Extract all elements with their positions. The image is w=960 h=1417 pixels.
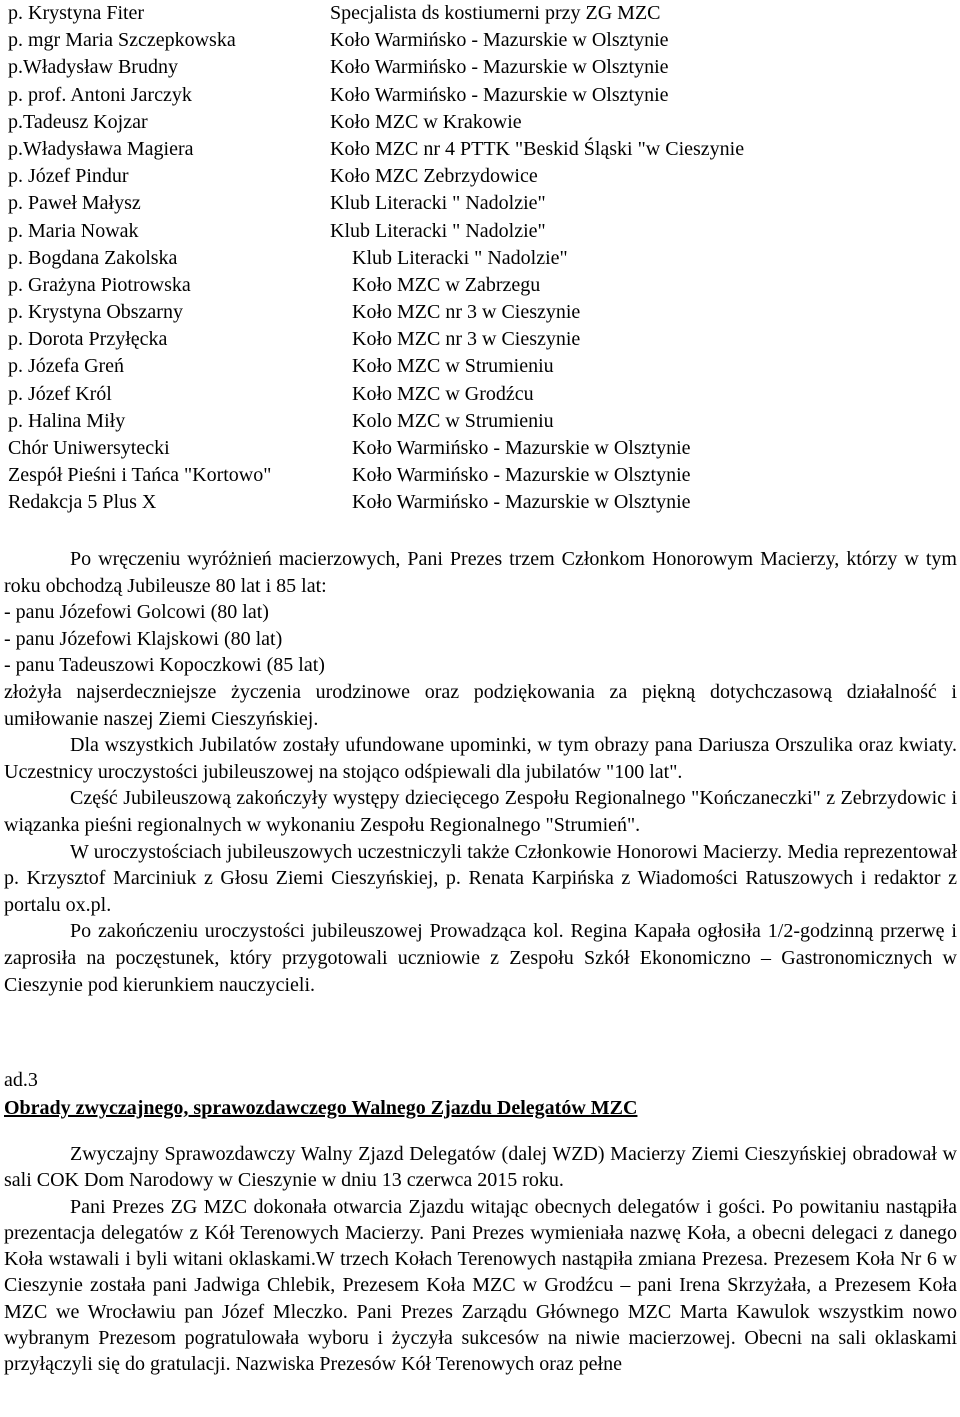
awardee-name: Redakcja 5 Plus X xyxy=(8,491,157,514)
awardee-organization: Koło Warmińsko - Mazurskie w Olsztynie xyxy=(330,83,669,106)
agenda-item-number: ad.3 xyxy=(4,1069,38,1091)
awardee-name: p. Krystyna Fiter xyxy=(8,2,145,24)
awardee-name: p.Władysława Magiera xyxy=(8,137,194,160)
awardee-name: Zespół Pieśni i Tańca "Kortowo" xyxy=(8,464,272,487)
paragraph-media: W uroczystościach jubileuszowych uczestniczyli także Członkowie Honorowi Macierzy. Media reprezentował p. Krzysztof Marciniuk z Głosu Ziemi Cieszyńskiej, p. Renata Karpińska z Wiadomości Ratuszowych i redaktor z portalu ox.pl. xyxy=(4,840,957,916)
awardee-organization: Koło MZC w Krakowie xyxy=(330,110,522,133)
awardee-organization: Koło MZC w Zabrzegu xyxy=(352,273,541,296)
awardee-name: p. prof. Antoni Jarczyk xyxy=(8,83,192,106)
paragraph-jubilee-intro: Po wręczeniu wyróżnień macierzowych, Pani Prezes trzem Członkom Honorowym Macierzy, którzy w tym roku obchodzą Jubileusze 80 lat i 85 lat: xyxy=(4,548,957,597)
awardee-name: p. Józef Król xyxy=(8,382,112,405)
awardee-organization: Koło Warmińsko - Mazurskie w Olsztynie xyxy=(330,56,669,79)
awardee-organization: Koło Warmińsko - Mazurskie w Olsztynie xyxy=(352,491,691,514)
paragraph-break: Po zakończeniu uroczystości jubileuszowej Prowadząca kol. Regina Kapała ogłosiła 1/2-godzinną przerwę i zaprosiła na poczęstunek, który przygotowali uczniowie z Zespołu Szkół Ekonomiczno – Gastronomicznych w Cieszynie pod kierunkiem nauczycieli. xyxy=(4,920,957,996)
paragraph-performances: Część Jubileuszową zakończyły występy dziecięcego Zespołu Regionalnego "Kończaneczki" z Zebrzydowic i wiązanka pieśni regionalnych w wykonaniu Zespołu Regionalnego "Strumień". xyxy=(4,787,957,836)
jubilee-list-item: - panu Józefowi Klajskowi (80 lat) xyxy=(4,627,283,650)
paragraph-gifts: Dla wszystkich Jubilatów zostały ufundowane upominki, w tym obrazy pana Dariusza Orszulika oraz kwiaty. Uczestnicy uroczystości jubileuszowej na stojąco odśpiewali dla jubilatów "100 lat". xyxy=(4,734,957,783)
jubilee-list-item: - panu Tadeuszowi Kopoczkowi (85 lat) xyxy=(4,654,325,677)
awardee-organization: Klub Literacki " Nadolzie" xyxy=(352,246,568,269)
awardee-name: p. mgr Maria Szczepkowska xyxy=(8,29,236,52)
jubilee-section xyxy=(4,546,957,998)
awardee-name: p. Krystyna Obszarny xyxy=(8,301,183,324)
awardee-organization: Koło MZC w Grodźcu xyxy=(352,382,534,405)
awardee-name: p. Grażyna Piotrowska xyxy=(8,273,191,296)
awardee-organization: Koło MZC nr 3 w Cieszynie xyxy=(352,328,581,351)
awardee-organization: Klub Literacki " Nadolzie" xyxy=(330,219,546,242)
awardee-organization: Specjalista ds kostiumerni przy ZG MZC xyxy=(330,2,661,24)
awardee-name: p. Paweł Małysz xyxy=(8,192,141,215)
awardee-name: p.Władysław Brudny xyxy=(8,56,178,79)
awardee-organization: Koło Warmińsko - Mazurskie w Olsztynie xyxy=(330,29,669,52)
awardee-name: Chór Uniwersytecki xyxy=(8,437,170,459)
awardee-name: p. Dorota Przyłęcka xyxy=(8,328,168,351)
awardee-organization: Koło MZC Zebrzydowice xyxy=(330,165,538,188)
awardee-organization: Koło MZC w Strumieniu xyxy=(352,355,554,378)
awardee-name: p.Tadeusz Kojzar xyxy=(8,110,148,133)
awardee-organization: Koło Warmińsko - Mazurskie w Olsztynie xyxy=(352,464,691,487)
congress-section xyxy=(4,1141,957,1378)
awardee-name: p. Halina Miły xyxy=(8,409,126,432)
awardee-organization: Koło MZC nr 3 w Cieszynie xyxy=(352,301,581,324)
awardee-organization: Kolo MZC w Strumieniu xyxy=(352,409,554,432)
awardee-organization: Koło MZC nr 4 PTTK "Beskid Śląski "w Cieszynie xyxy=(330,137,745,160)
paragraph-congress-opening: Pani Prezes ZG MZC dokonała otwarcia Zjazdu witając obecnych delegatów i gości. Po powitaniu nastąpiła prezentacja delegatów z Kół Terenowych Macierzy. Pani Prezes wymieniała nazwę Koła, a obecni delegaci z danego Koła wstawali i byli witani oklaskami.W trzech Kołach Terenowych nastąpiła zmiana Prezesa. Prezesem Koła Nr 6 w Cieszynie została pani Jadwiga Chlebik, Prezesem Koła MZC w Grodźcu – pani Irena Skrzyżała, a Prezesem Koła MZC we Wrocławiu pan Józef Mleczko. Pani Prezes Zarządu Głównego MZC Marta Kawulok wszystkim nowo wybranym Prezesom pogratulowała wyboru i życzyła sukcesów na niwie macierzowej. Obecni na sali oklaskami przyłączyli się do gratulacji. Nazwiska Prezesów Kół Terenowych oraz pełne xyxy=(4,1195,957,1376)
section-heading: Obrady zwyczajnego, sprawozdawczego Walnego Zjazdu Delegatów MZC xyxy=(4,1097,638,1119)
jubilee-list-item: - panu Józefowi Golcowi (80 lat) xyxy=(4,601,269,624)
awardee-name: p. Józef Pindur xyxy=(8,165,129,188)
awardee-name: p. Bogdana Zakolska xyxy=(8,246,178,269)
awardee-name: p. Maria Nowak xyxy=(8,219,139,242)
awardee-name: p. Józefa Greń xyxy=(8,355,125,378)
paragraph-congress-intro: Zwyczajny Sprawozdawczy Walny Zjazd Delegatów (dalej WZD) Macierzy Ziemi Cieszyńskiej obradował w sali COK Dom Narodowy w Cieszynie w dniu 13 czerwca 2015 roku. xyxy=(4,1143,957,1192)
awardee-organization: Klub Literacki " Nadolzie" xyxy=(330,192,546,215)
awardee-organization: Koło Warmińsko - Mazurskie w Olsztynie xyxy=(352,437,691,459)
paragraph-wishes: złożyła najserdeczniejsze życzenia urodzinowe oraz podziękowania za piękną dotychczasową działalność i umiłowanie naszej Ziemi Cieszyńskiej. xyxy=(4,680,957,730)
